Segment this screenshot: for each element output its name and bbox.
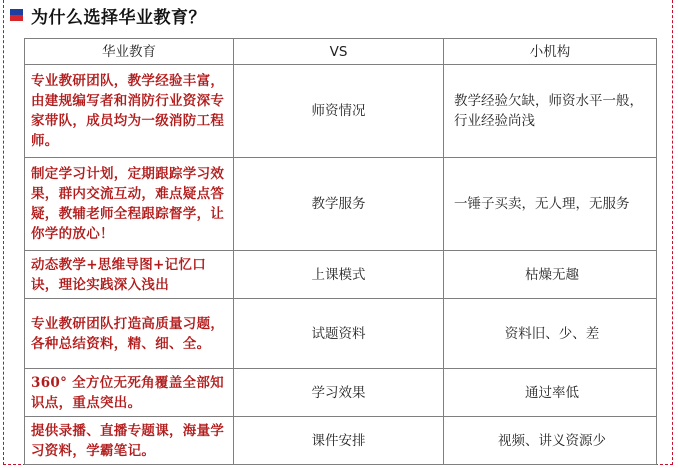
category-cell: 教学服务	[234, 158, 444, 251]
heading-title: 为什么选择华业教育？	[31, 7, 206, 28]
advantage-cell: 提供录播、直播专题课，海量学习资料，学霸笔记。	[25, 417, 234, 465]
advantage-cell: 360° 全方位无死角覆盖全部知识点，重点突出。	[25, 369, 234, 417]
header-small-institution: 小机构	[444, 39, 657, 65]
category-cell: 师资情况	[234, 65, 444, 158]
small-institution-cell: 枯燥无趣	[444, 251, 657, 299]
table-row	[25, 251, 657, 299]
small-institution-cell: 一锤子买卖，无人理，无服务	[444, 158, 657, 251]
table-row	[25, 158, 657, 251]
category-cell: 课件安排	[234, 417, 444, 465]
table-row	[25, 417, 657, 465]
flag-icon	[10, 9, 23, 21]
header-huaye: 华业教育	[25, 39, 234, 65]
advantage-cell: 专业教研团队打造高质量习题，各种总结资料，精、细、全。	[25, 299, 234, 369]
small-institution-cell: 通过率低	[444, 369, 657, 417]
comparison-table	[24, 38, 657, 465]
small-institution-cell: 教学经验欠缺，师资水平一般，行业经验尚浅	[444, 65, 657, 158]
category-cell: 试题资料	[234, 299, 444, 369]
header-row	[25, 39, 657, 65]
advantage-cell: 专业教研团队，教学经验丰富，由建规编写者和消防行业资深专家带队，成员均为一级消防工程师。	[25, 65, 234, 158]
table-row	[25, 299, 657, 369]
small-institution-cell: 视频、讲义资源少	[444, 417, 657, 465]
small-institution-cell: 资料旧、少、差	[444, 299, 657, 369]
advantage-cell: 动态教学+思维导图+记忆口诀，理论实践深入浅出	[25, 251, 234, 299]
advantage-cell: 制定学习计划，定期跟踪学习效果，群内交流互动，难点疑点答疑，教辅老师全程跟踪督学，让你学的放心！	[25, 158, 234, 251]
section-heading	[10, 2, 206, 28]
header-vs: VS	[234, 39, 444, 65]
category-cell: 学习效果	[234, 369, 444, 417]
category-cell: 上课模式	[234, 251, 444, 299]
table-row	[25, 369, 657, 417]
table-row	[25, 65, 657, 158]
